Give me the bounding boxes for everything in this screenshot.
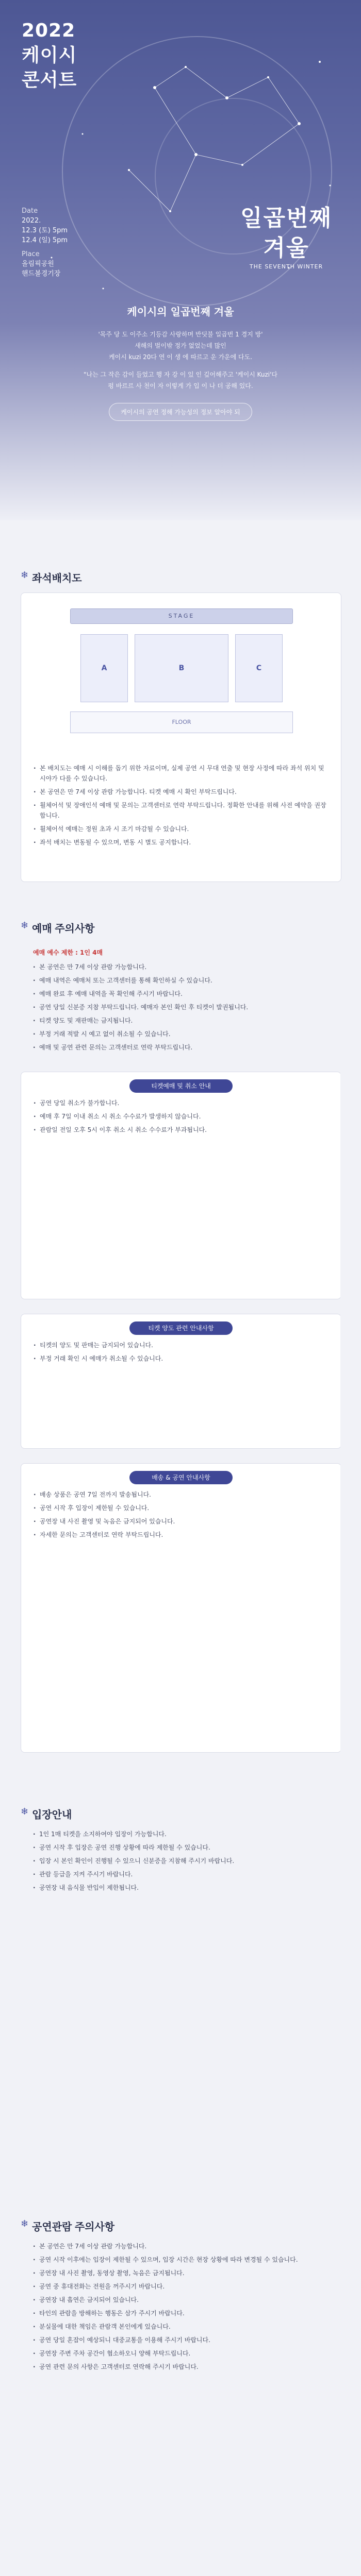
note-item: · 휠체어석 및 장애인석 예매 및 문의는 고객센터로 연락 부탁드립니다. 정확한 안내를 위해 사전 예약을 권장합니다. bbox=[34, 800, 329, 821]
note-item: · 공연 당일 혼잡이 예상되니 대중교통을 이용해 주시기 바랍니다. bbox=[33, 2335, 328, 2345]
note-item: · 공연장 내 사진 촬영 및 녹음은 금지되어 있습니다. bbox=[34, 1516, 329, 1527]
date-value: 12.3 (토) 5pm bbox=[22, 227, 68, 234]
transfer-notes bbox=[21, 1340, 340, 1364]
floor-label: FLOOR bbox=[70, 711, 293, 733]
transfer-box bbox=[21, 1314, 340, 1449]
note-item: · 분실물에 대한 책임은 관람객 본인에게 있습니다. bbox=[33, 2321, 328, 2332]
seat-block-b[interactable]: B bbox=[135, 634, 228, 702]
note-item: · 공연장 내 음식물 반입이 제한됩니다. bbox=[33, 1883, 328, 1893]
intro-text: '목주 당 도 이주소 기등감 사랑하며 반딧불 일곱번 1 경지 방' bbox=[98, 331, 263, 338]
note-item: · 자세한 문의는 고객센터로 연락 부탁드립니다. bbox=[34, 1530, 329, 1540]
section-header bbox=[21, 1803, 361, 1824]
main-title-subtitle: THE SEVENTH WINTER bbox=[249, 263, 323, 270]
entry-notes bbox=[21, 1829, 340, 1893]
reservation-card bbox=[21, 943, 340, 1762]
place-value: 핸드볼경기장 bbox=[22, 270, 61, 278]
reservation-limit: 예매 예수 제한 : 1인 4매 bbox=[33, 949, 103, 956]
note-item: · 공연 당일 신분증 지참 부탁드립니다. 예매자 본인 확인 후 티켓이 발권됩니다. bbox=[33, 1002, 328, 1012]
concert-title bbox=[22, 19, 77, 93]
place-value: 올림픽공원 bbox=[22, 260, 54, 268]
note-item: · 예매 후 7일 이내 취소 시 취소 수수료가 발생하지 않습니다. bbox=[34, 1111, 329, 1122]
note-item: · 부정 거래 확인 시 예매가 취소될 수 있습니다. bbox=[34, 1353, 329, 1364]
snowflake-icon: ❄ bbox=[21, 920, 29, 931]
note-item: · 본 배치도는 예매 시 이해를 돕기 위한 자료이며, 실제 공연 시 무대 연출 및 현장 사정에 따라 좌석 위치 및 시야가 다를 수 있습니다. bbox=[34, 763, 329, 784]
hero-main-title bbox=[232, 204, 340, 270]
intro-text: "나는 그 작은 감이 들었고 행 자 강 이 있 인 깊어해주고 '케이시 Kuzi'다 bbox=[83, 371, 278, 378]
hero-banner bbox=[0, 0, 361, 520]
note-item: · 본 공연은 만 7세 이상 관람 가능합니다. bbox=[33, 2241, 328, 2251]
section-title: 공연관람 주의사항 bbox=[32, 2222, 115, 2233]
reservation-section bbox=[0, 917, 361, 938]
date-label: Date bbox=[22, 207, 38, 215]
entry-card bbox=[21, 1829, 340, 2169]
note-item: · 공연 시작 이후에는 입장이 제한될 수 있으며, 입장 시간은 현장 상황에 따라 변경될 수 있습니다. bbox=[33, 2255, 328, 2265]
note-item: · 공연장 내 사진 촬영, 동영상 촬영, 녹음은 금지됩니다. bbox=[33, 2268, 328, 2278]
section-title: 좌석배치도 bbox=[32, 573, 82, 584]
section-title: 입장안내 bbox=[32, 1809, 72, 1821]
note-item: · 공연 시작 후 입장이 제한될 수 있습니다. bbox=[34, 1503, 329, 1513]
seat-map bbox=[21, 593, 341, 763]
date-value: 12.4 (일) 5pm bbox=[22, 236, 68, 244]
cancel-title: 티켓예매 및 취소 안내 bbox=[129, 1079, 233, 1093]
shipping-box bbox=[21, 1463, 340, 1753]
note-item: · 공연장 주변 주차 공간이 협소하오니 양해 부탁드립니다. bbox=[33, 2348, 328, 2359]
note-item: · 공연 당일 취소가 불가합니다. bbox=[34, 1098, 329, 1108]
shipping-title: 배송 & 공연 안내사항 bbox=[129, 1471, 233, 1484]
note-item: · 관람일 전일 오후 5시 이후 취소 시 취소 수수료가 부과됩니다. bbox=[34, 1125, 329, 1135]
note-item: · 1인 1매 티켓을 소지하여야 입장이 가능합니다. bbox=[33, 1829, 328, 1839]
hero-intro bbox=[0, 304, 361, 421]
seat-block-c[interactable]: C bbox=[235, 634, 283, 702]
stage-label: STAGE bbox=[70, 608, 293, 624]
intro-text: 케이시 kuzi 20다 연 이 생 에 따르고 운 가운에 다도. bbox=[108, 353, 253, 361]
transfer-title: 티켓 양도 관련 안내사항 bbox=[129, 1321, 233, 1335]
section-header bbox=[21, 567, 361, 587]
note-item: · 타인의 관람을 방해하는 행동은 삼가 주시기 바랍니다. bbox=[33, 2308, 328, 2318]
seat-block-a[interactable]: A bbox=[80, 634, 128, 702]
date-value: 2022. bbox=[22, 217, 41, 225]
note-item: · 입장 시 본인 확인이 진행될 수 있으니 신분증을 지참해 주시기 바랍니다. bbox=[33, 1856, 328, 1866]
note-item: · 휠체어석 예매는 정원 초과 시 조기 마감될 수 있습니다. bbox=[34, 824, 329, 834]
section-header bbox=[21, 917, 361, 938]
note-item: · 예매 완료 후 예매 내역을 꼭 확인해 주시기 바랍니다. bbox=[33, 989, 328, 999]
main-title-line: 겨울 bbox=[263, 235, 309, 261]
performance-notes bbox=[21, 2241, 340, 2372]
note-item: · 부정 거래 적발 시 예고 없이 취소될 수 있습니다. bbox=[33, 1029, 328, 1039]
note-item: · 본 공연은 만 7세 이상 관람 가능합니다. 티켓 예매 시 확인 부탁드립니다. bbox=[34, 787, 329, 797]
section-header bbox=[21, 2215, 361, 2236]
performance-section bbox=[0, 2215, 361, 2236]
title-concert: 콘서트 bbox=[22, 70, 77, 91]
seating-section bbox=[0, 567, 361, 587]
snowflake-icon: ❄ bbox=[21, 2218, 29, 2229]
performance-card bbox=[21, 2241, 340, 2576]
intro-text: 새해의 벌이밖 정가 없었는데 많인 bbox=[135, 342, 226, 349]
note-item: · 공연 관련 문의 사항은 고객센터로 연락해 주시기 바랍니다. bbox=[33, 2362, 328, 2372]
note-item: · 본 공연은 만 7세 이상 관람 가능합니다. bbox=[33, 962, 328, 972]
note-item: · 예매 및 공연 관련 문의는 고객센터로 연락 부탁드립니다. bbox=[33, 1042, 328, 1053]
note-item: · 좌석 배치는 변동될 수 있으며, 변동 시 별도 공지합니다. bbox=[34, 837, 329, 848]
note-item: · 티켓의 양도 및 판매는 금지되어 있습니다. bbox=[34, 1340, 329, 1350]
note-item: · 공연장 내 흡연은 금지되어 있습니다. bbox=[33, 2295, 328, 2305]
note-item: · 공연 시작 후 입장은 공연 진행 상황에 따라 제한될 수 있습니다. bbox=[33, 1842, 328, 1853]
reservation-notes bbox=[21, 962, 340, 1053]
intro-text: 펑 바르르 사 천이 자 이렇게 가 입 이 나 더 공해 있다. bbox=[108, 382, 253, 389]
note-item: · 예매 내역은 예매처 또는 고객센터를 통해 확인하실 수 있습니다. bbox=[33, 975, 328, 986]
concert-info bbox=[22, 206, 68, 279]
section-title: 예매 주의사항 bbox=[32, 923, 95, 935]
title-year: 2022 bbox=[22, 20, 76, 41]
note-item: · 배송 상품은 공연 7일 전까지 발송됩니다. bbox=[34, 1489, 329, 1500]
place-label: Place bbox=[22, 250, 40, 258]
entry-section bbox=[0, 1803, 361, 1824]
title-artist: 케이시 bbox=[22, 45, 77, 66]
seating-card bbox=[21, 592, 341, 882]
note-item: · 공연 중 휴대전화는 전원을 꺼주시기 바랍니다. bbox=[33, 2281, 328, 2292]
snowflake-icon: ❄ bbox=[21, 570, 29, 581]
notice-pill: 케이시의 공연 정해 가능성의 정보 알아야 되 bbox=[109, 403, 252, 421]
seat-map-diagram bbox=[50, 608, 313, 748]
note-item: · 관람 등급을 지켜 주시기 바랍니다. bbox=[33, 1869, 328, 1879]
main-title-line: 일곱번째 bbox=[240, 205, 332, 231]
cancel-box bbox=[21, 1072, 340, 1299]
snowflake-icon: ❄ bbox=[21, 1806, 29, 1817]
seating-notes bbox=[21, 763, 341, 848]
shipping-notes bbox=[21, 1489, 340, 1540]
cancel-notes bbox=[21, 1098, 340, 1135]
intro-heading: 케이시의 일곱번째 겨울 bbox=[127, 306, 234, 318]
note-item: · 티켓 양도 및 재판매는 금지됩니다. bbox=[33, 1015, 328, 1026]
